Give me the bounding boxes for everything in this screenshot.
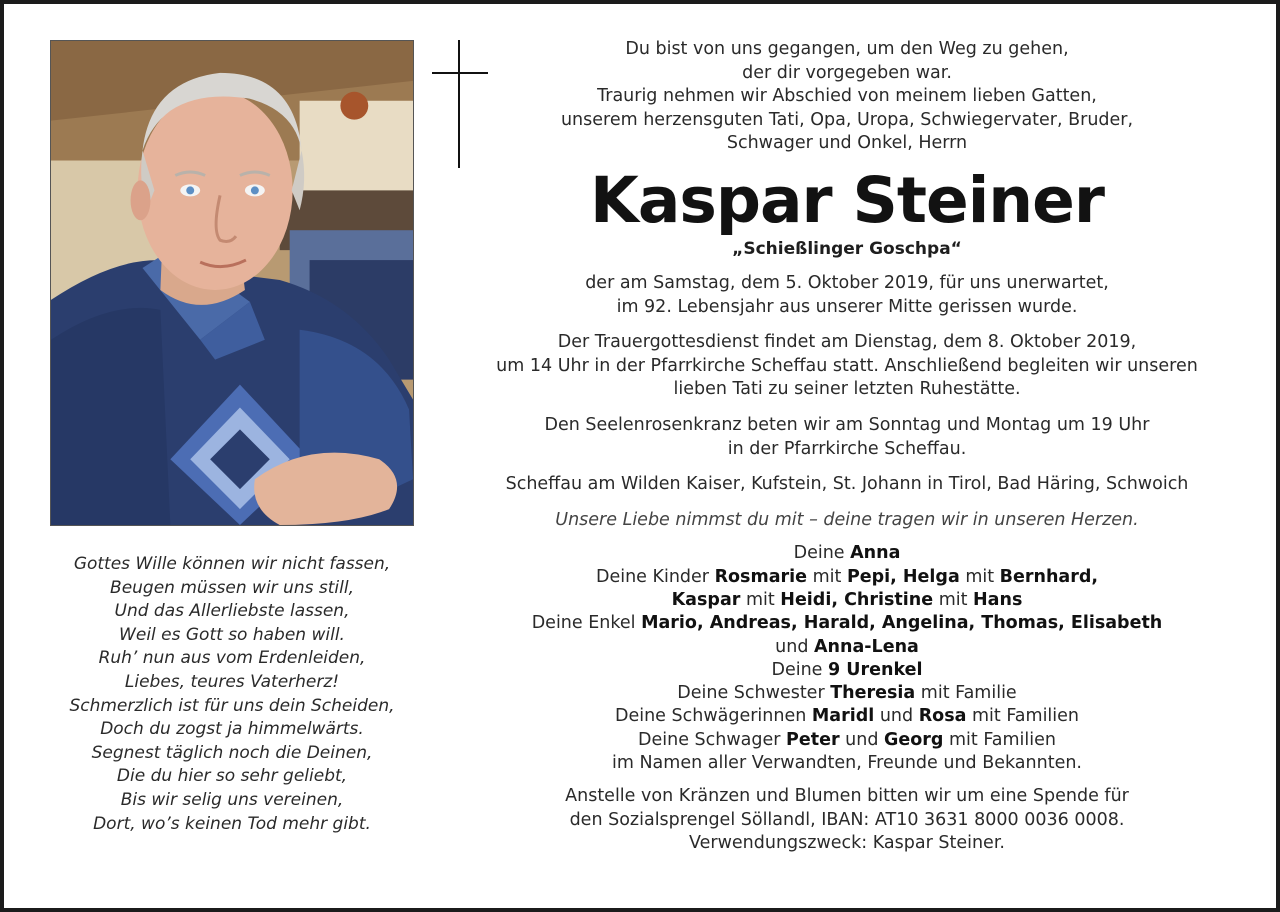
poem-line: Dort, wo’s keinen Tod mehr gibt. bbox=[93, 813, 371, 834]
family-line-children bbox=[444, 566, 1250, 589]
label: mit bbox=[933, 589, 974, 610]
poem-line: Beugen müssen wir uns still, bbox=[110, 577, 354, 598]
sister-in-law-name: Maridl bbox=[811, 706, 875, 727]
label: mit Familien bbox=[966, 706, 1080, 727]
label: mit Familie bbox=[915, 683, 1017, 704]
sister-name: Theresia bbox=[830, 683, 916, 704]
poem-line: Segnest täglich noch die Deinen, bbox=[91, 742, 373, 763]
grandchild-name: Anna-Lena bbox=[814, 636, 919, 657]
poem-line: Doch du zogst ja himmelwärts. bbox=[100, 719, 364, 740]
family-line-brothers-in-law bbox=[444, 729, 1250, 752]
family-line-grandchildren-2 bbox=[444, 636, 1250, 659]
intro-line: der dir vorgegeben war. bbox=[742, 62, 952, 83]
donation-line: Anstelle von Kränzen und Blumen bitten wir um eine Spende für bbox=[565, 786, 1129, 807]
family-list bbox=[444, 542, 1250, 775]
portrait-photo bbox=[50, 40, 414, 526]
places: Scheffau am Wilden Kaiser, Kufstein, St. Johann in Tirol, Bad Häring, Schwoich bbox=[505, 474, 1189, 495]
poem-line: Weil es Gott so haben will. bbox=[119, 624, 345, 645]
label: mit Familien bbox=[943, 729, 1056, 750]
poem-line: Gottes Wille können wir nicht fassen, bbox=[73, 554, 391, 574]
family-line-great-grandchildren bbox=[444, 659, 1250, 682]
partner-name: Heidi, Christine bbox=[780, 589, 934, 610]
donation-line: den Sozialsprengel Söllandl, IBAN: AT10 3631 8000 0036 0008. bbox=[569, 809, 1125, 830]
poem-line: Ruh’ nun aus vom Erdenleiden, bbox=[98, 648, 366, 669]
label: Deine Schwester bbox=[677, 683, 831, 704]
intro-line: Schwager und Onkel, Herrn bbox=[726, 133, 968, 154]
child-name: Rosmarie bbox=[714, 566, 808, 587]
label: mit bbox=[740, 589, 781, 610]
donation-notice bbox=[444, 785, 1250, 856]
great-grandchildren: 9 Urenkel bbox=[828, 659, 923, 680]
service-line: lieben Tati zu seiner letzten Ruhestätte. bbox=[673, 379, 1021, 400]
service-line: Der Trauergottesdienst findet am Dienstag, dem 8. Oktober 2019, bbox=[557, 332, 1137, 353]
intro-line: Du bist von uns gegangen, um den Weg zu gehen, bbox=[625, 39, 1069, 59]
brother-in-law-name: Georg bbox=[884, 729, 944, 750]
service-line: um 14 Uhr in der Pfarrkirche Scheffau statt. Anschließend begleiten wir unseren bbox=[496, 355, 1198, 376]
label: und bbox=[874, 706, 919, 727]
family-line-sisters-in-law bbox=[444, 705, 1250, 728]
funeral-service bbox=[444, 331, 1250, 402]
label: mit bbox=[959, 566, 1000, 587]
child-name: Kaspar bbox=[671, 589, 741, 610]
poem-line: Liebes, teures Vaterherz! bbox=[124, 671, 340, 692]
label: Deine Schwägerinnen bbox=[614, 706, 812, 727]
family-line-wife bbox=[444, 542, 1250, 565]
death-line: im 92. Lebensjahr aus unserer Mitte gerissen wurde. bbox=[616, 296, 1078, 317]
label: Deine Enkel bbox=[531, 613, 642, 634]
label: und bbox=[839, 729, 884, 750]
partner-name: Pepi, Helga bbox=[846, 566, 960, 587]
family-line-sister bbox=[444, 682, 1250, 705]
label: Deine Schwager bbox=[638, 729, 787, 750]
label: Deine bbox=[771, 659, 829, 680]
poem-line: Die du hier so sehr geliebt, bbox=[116, 766, 348, 787]
poem-line: Bis wir selig uns vereinen, bbox=[120, 789, 344, 810]
death-notice bbox=[444, 272, 1250, 319]
wife-name: Anna bbox=[850, 543, 901, 564]
label: Deine Kinder bbox=[595, 566, 715, 587]
intro-line: unserem herzensguten Tati, Opa, Uropa, Schwiegervater, Bruder, bbox=[560, 109, 1134, 130]
motto: Unsere Liebe nimmst du mit – deine tragen wir in unseren Herzen. bbox=[555, 509, 1139, 530]
donation-line: Verwendungszweck: Kaspar Steiner. bbox=[689, 833, 1005, 854]
deceased-name: Kaspar Steiner bbox=[590, 163, 1104, 237]
partner-name: Bernhard, bbox=[999, 566, 1099, 587]
rosary-line: in der Pfarrkirche Scheffau. bbox=[727, 438, 967, 459]
poem bbox=[34, 553, 430, 836]
poem-line: Und das Allerliebste lassen, bbox=[114, 601, 350, 622]
label: Deine bbox=[793, 543, 851, 564]
intro-line: Traurig nehmen wir Abschied von meinem lieben Gatten, bbox=[597, 86, 1097, 107]
intro bbox=[444, 38, 1250, 156]
grandchildren-names: Mario, Andreas, Harald, Angelina, Thomas, Elisabeth bbox=[641, 613, 1163, 634]
label: mit bbox=[807, 566, 847, 587]
nickname: „Schießlinger Goschpa“ bbox=[732, 238, 962, 259]
partner-name: Hans bbox=[973, 589, 1023, 610]
main-text bbox=[444, 38, 1250, 856]
family-line-grandchildren bbox=[444, 612, 1250, 635]
rosary-line: Den Seelenrosenkranz beten wir am Sonntag und Montag um 19 Uhr bbox=[544, 414, 1150, 435]
death-line: der am Samstag, dem 5. Oktober 2019, für uns unerwartet, bbox=[585, 272, 1109, 293]
label: und bbox=[775, 636, 815, 657]
brother-in-law-name: Peter bbox=[786, 729, 840, 750]
rosary-notice bbox=[444, 414, 1250, 461]
portrait-illustration bbox=[51, 41, 413, 525]
sister-in-law-name: Rosa bbox=[918, 706, 967, 727]
family-line-closing: im Namen aller Verwandten, Freunde und Bekannten. bbox=[611, 752, 1082, 773]
poem-line: Schmerzlich ist für uns dein Scheiden, bbox=[69, 695, 395, 716]
family-line-children-2 bbox=[444, 589, 1250, 612]
